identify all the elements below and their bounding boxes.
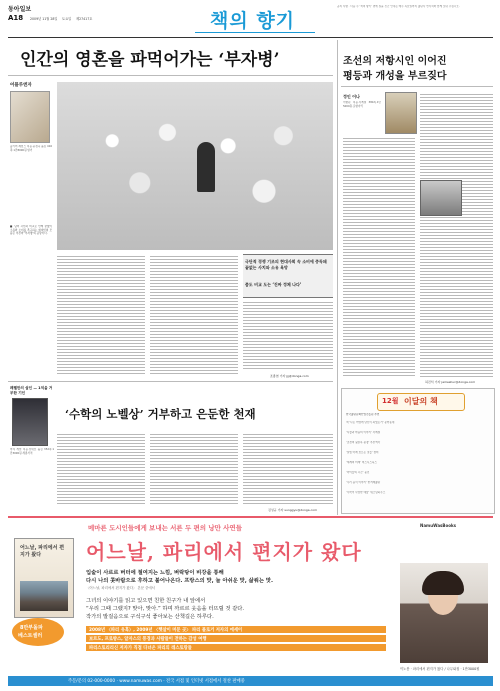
second-byline: 김성규 기자 sunggyu@donga.com: [268, 508, 317, 512]
main-subhead-2: 좀도 비교 도는 ‘진짜 정체 나다’: [245, 282, 302, 287]
ad-copy-line-1: 입술이 사르르 버터에 절여지는 느낌, 벼락탕이 비강을 통해: [86, 570, 224, 576]
ad-book-cover-photo: [20, 581, 68, 611]
ad-brand: NamuWasBooks: [420, 523, 456, 528]
second-body-col-3: [243, 432, 333, 506]
right-book-meta: 이향원 지음·사계절 384쪽·1만5000원·글항아리: [343, 101, 381, 108]
ad-book-cover: [14, 538, 74, 618]
ad-block: [8, 516, 493, 688]
main-book-label: 어플루엔자: [10, 83, 32, 88]
right-book-label: 정인 어나: [343, 94, 360, 99]
top-notice: 공지 사항 · 다음 주 ‘책의 향기’ 면에 실을 신간 안내는 매주 목요일까지 출판사 연락처와 함께 보내 주십시오.: [337, 5, 460, 8]
issue-weekday: 토요일: [62, 17, 72, 21]
monthly-books-month: 12월: [382, 397, 399, 405]
ad-sticker-line-1: 8만부돌파: [20, 625, 43, 631]
right-byline: 허진석 기자 jameshur@donga.com: [425, 380, 476, 384]
ad-sticker-line-2: 베스트셀러: [18, 633, 43, 639]
ad-copy-line-5: 작가의 발걸음으로 구석구석 좋아보는 산책길은 하루다.: [86, 614, 214, 620]
section-title: 책의 향기: [210, 10, 296, 32]
main-photo: [57, 82, 333, 250]
monthly-books-list: [346, 421, 490, 501]
main-body-col-4: [243, 300, 333, 370]
main-photo-figure: [197, 142, 215, 192]
main-headline: 인간의 영혼을 파먹어가는 ‘부자병’: [20, 50, 280, 70]
ad-highlight-text-2: 보르도, 프로방스, 알자스의 풍경과 사람들이 전하는 감성 여행: [89, 637, 207, 642]
main-body-col-2: [57, 254, 145, 374]
ad-author-line: 이노봉 · 파리에서 편지가 왔다 / 나무와집 · 1만3000원: [400, 667, 480, 671]
ad-highlight-text-1: 2008년 〈파리 유혹〉, 2009년 〈햇살이 머문 곳〉 파리 블로거 저자의 에세이: [89, 628, 243, 633]
right-body-col-1: [343, 136, 415, 376]
main-photo-caption: ■ 남의 시선과 비교로 인해 끝없이 소유와 소비를 추구하는 현대인의 모습은 이른바 ‘부자병’의 증상이다.: [10, 225, 52, 236]
right-headline-line-1: 조선의 저항시인 이어진: [343, 56, 447, 67]
right-portrait: [420, 180, 462, 216]
right-headline-rule: [341, 86, 493, 87]
monthly-books-item: ‘우리 음식 이야기’ 한겨레출판: [346, 481, 381, 484]
monthly-books-item: 책 ‘나는 어떻게 당신이 되었는가’ 문학동네: [346, 421, 395, 424]
monthly-books-box: [341, 388, 495, 514]
second-body-col-1: [57, 432, 145, 506]
ad-book-cover-title: 어느날, 파리에서 편지가 왔다: [20, 545, 65, 558]
ad-highlight-bar-1: [86, 626, 386, 633]
monthly-books-title: 이달의 책: [404, 397, 438, 406]
main-subhead-1: 극단적 경쟁 기조의 현대사회 속 소비에 중독돼 끝없는 사치와 소유 욕망: [245, 259, 327, 270]
monthly-books-item: ‘세계의 미래’ 비즈니스북스: [346, 461, 377, 464]
main-book-cover: [10, 91, 50, 143]
ad-author-photo: [400, 563, 488, 663]
right-book-cover: [385, 92, 417, 134]
second-book-meta: 마샤 게센 지음·전대호 옮김 352쪽·1만3000원·세종서적: [10, 448, 54, 455]
monthly-books-item: ‘조선의 뒷골목 풍경’ 푸른역사: [346, 441, 381, 444]
right-headline-line-2: 평등과 개성을 부르짖다: [343, 71, 447, 82]
monthly-books-item: ‘아이들의 시간’ 웅진: [346, 471, 370, 474]
monthly-books-item: ‘사물과 마음의 이야기’ 사계절: [346, 431, 381, 434]
second-book-label: 페렐만의 살인 — 1억을 거부한 기인: [10, 386, 53, 395]
main-subhead: [243, 254, 333, 298]
main-bottom-rule: [8, 381, 333, 382]
main-body-col-3: [150, 254, 238, 374]
ad-highlight-text-3: 파리스토리리신 저자가 직접 다녀온 파리의 레스토랑들: [89, 646, 192, 651]
masthead-rule: [8, 37, 493, 38]
monthly-books-item: ‘달빛 아래 흐르는 것들’ 창비: [346, 451, 379, 454]
monthly-books-header: [377, 393, 465, 411]
ad-tagline: 메마른 도시인들에게 보내는 서른 두 편의 낭만 사연들: [88, 524, 242, 532]
second-body-col-2: [150, 432, 238, 506]
section-title-underline: [195, 32, 315, 33]
ad-copy-source: 〈어느날, 파리에서 편지가 왔다〉 본문 중에서: [86, 586, 155, 590]
issue-number: 제27417호: [76, 17, 93, 21]
ad-copy-line-4: “우리 그때 그랬지? 맞아, 맞아.” 하며 까르르 웃음을 터뜨릴 것 같다.: [86, 606, 245, 612]
column-divider: [337, 40, 338, 515]
masthead: [0, 0, 500, 40]
main-headline-rule: [8, 75, 333, 76]
ad-copy-line-3: 그녀의 이야기를 읽고 있으면 친한 친구가 내 앞에서: [86, 598, 206, 604]
ad-sticker: [12, 618, 64, 646]
ad-footer: [8, 676, 493, 686]
ad-copy-line-2: 다시 나의 콧바람으로 후하고 불어나온다. 프랑스의 맛, 늘 아쉬운 맛, 삶쒀는 맛.: [86, 578, 273, 584]
right-body-col-2b: [420, 218, 493, 378]
ad-highlight-bar-2: [86, 635, 386, 642]
page-number: A18: [8, 14, 24, 22]
monthly-books-item: ‘수학이 사랑한 예술’ 위즈덤하우스: [346, 491, 386, 494]
main-book-meta: 올리버 제임스 지음·윤정숙 옮김 416쪽·1만8000원·알키: [10, 145, 52, 152]
ad-author-hair: [422, 571, 464, 595]
ad-title: 어느날, 파리에서 편지가 왔다: [86, 540, 362, 564]
ad-highlight-bar-3: [86, 644, 386, 651]
ad-footer-text: 주문/문의 02-000-0000 · www.namuwas.com · 전국 서점 및 인터넷 서점에서 절찬 판매중: [68, 679, 245, 684]
issue-date: 2009년 11월 28일: [30, 17, 58, 21]
monthly-books-intro: 한국출판문화산업진흥원 추천: [346, 413, 380, 416]
second-headline: ‘수학의 노벨상’ 거부하고 은둔한 천재: [65, 407, 256, 421]
second-book-cover: [12, 398, 48, 446]
paper-name: 동아일보: [8, 6, 32, 13]
main-byline: 조종엽 기자 jjj@donga.com: [270, 374, 309, 378]
